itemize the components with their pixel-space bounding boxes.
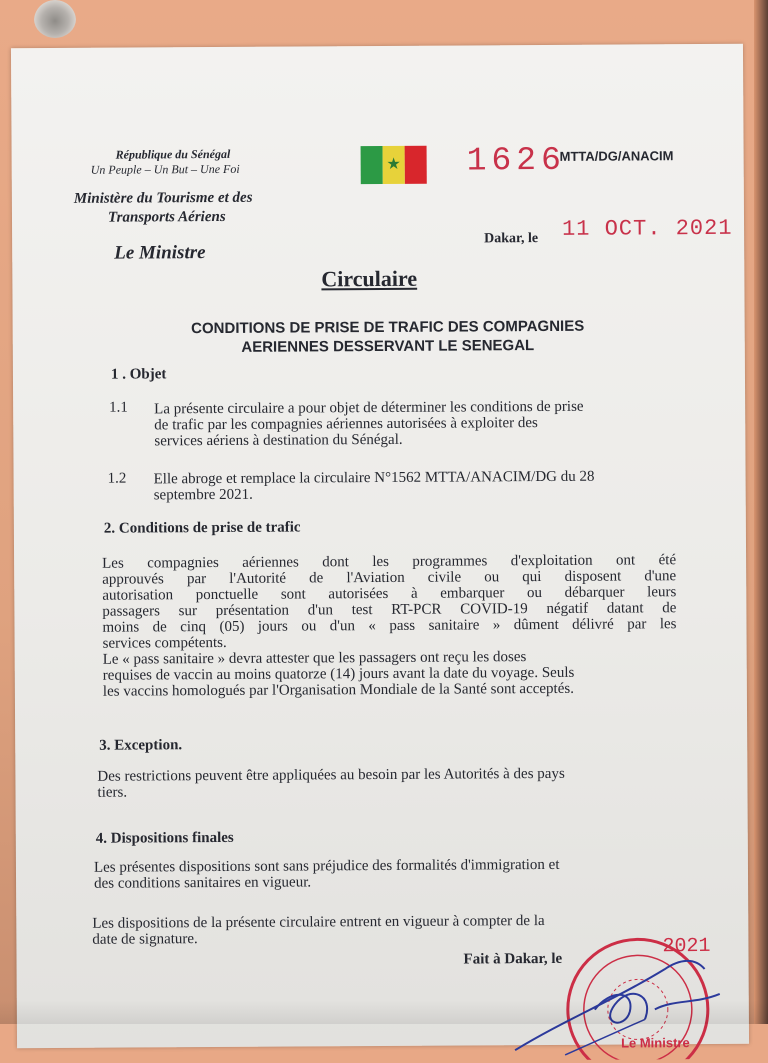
bottom-shadow <box>0 1000 768 1024</box>
date-stamp: 11 OCT. 2021 <box>561 215 733 242</box>
text-line: date de signature. <box>92 931 198 948</box>
text-line: Le « pass sanitaire » devra attester que les passagers ont reçu les doses <box>102 649 527 668</box>
text-line: Les présentes dispositions sont sans préjudice des formalités d'immigration et <box>93 856 560 876</box>
place-label: Dakar, le <box>484 231 539 247</box>
text-line: passagers sur présentation d'un test RT-PCR COVID-19 négatif datant de <box>102 600 677 620</box>
subtitle-line-1: CONDITIONS DE PRISE DE TRAFIC DES COMPAGNIES <box>191 317 585 338</box>
ministry-name <box>74 188 314 227</box>
section-conditions-text <box>102 552 677 700</box>
item-1-2-text <box>154 468 674 503</box>
section-exception-heading: 3. Exception. <box>99 737 183 754</box>
section-dispositions-para-1 <box>94 856 704 892</box>
document-sheet <box>11 44 749 1051</box>
document-subtitle <box>133 316 643 357</box>
text-line: moins de cinq (05) jours ou d'un « pass sanitaire » dûment délivré par les <box>102 616 677 636</box>
motto-label: Un Peuple – Un But – Une Foi <box>90 161 240 177</box>
ministry-line-1: Ministère du Tourisme et des <box>73 189 253 207</box>
signature-date-stamp: 2021 <box>662 934 711 959</box>
republic-label: République du Sénégal <box>115 146 231 162</box>
punch-hole <box>34 0 76 38</box>
text-line: Les compagnies aériennes dont les programmes d'exploitation ont été <box>102 552 677 572</box>
text-line: tiers. <box>97 784 128 801</box>
section-exception-text <box>97 765 697 801</box>
item-number: 1.1 <box>109 399 128 416</box>
ministry-line-2: Transports Aériens <box>107 208 226 226</box>
signature-stroke <box>565 1019 645 1054</box>
minister-title: Le Ministre <box>114 242 206 264</box>
subtitle-line-2: AERIENNES DESSERVANT LE SENEGAL <box>241 337 535 356</box>
section-objet-heading: 1 . Objet <box>110 366 167 383</box>
document-title: Circulaire <box>321 265 418 292</box>
item-1-1-text <box>154 398 666 449</box>
item-number: 1.2 <box>107 470 127 487</box>
text-line: La présente circulaire a pour objet de déterminer les conditions de prise <box>154 398 584 418</box>
senegal-flag-icon <box>361 146 427 184</box>
text-line: services compétents. <box>102 634 227 652</box>
text-line: autorisation ponctuelle sont autorisées à embarquer ou débarquer leurs <box>102 584 677 604</box>
flag-yellow-band <box>383 146 405 184</box>
section-conditions-heading: 2. Conditions de prise de trafic <box>103 519 301 537</box>
section-dispositions-heading: 4. Dispositions finales <box>95 829 234 847</box>
reference-suffix: MTTA/DG/ANACIM <box>559 148 674 164</box>
text-line: septembre 2021. <box>153 486 253 504</box>
flag-red-band <box>405 146 427 184</box>
text-line: des conditions sanitaires en vigueur. <box>94 874 312 892</box>
text-line: les vaccins homologués par l'Organisation Mondiale de la Santé sont acceptés. <box>102 680 574 700</box>
page-edge-shadow <box>754 0 768 1024</box>
text-line: Elle abroge et remplace la circulaire N°1562 MTTA/ANACIM/DG du 28 <box>153 468 595 488</box>
text-line: Les dispositions de la présente circulaire entrent en vigueur à compter de la <box>92 913 545 932</box>
signature-place: Fait à Dakar, le <box>463 950 563 968</box>
seal-label: Le Ministre <box>620 1035 690 1051</box>
text-line: Des restrictions peuvent être appliquées au besoin par les Autorités à des pays <box>97 765 565 785</box>
text-line: requises de vaccin au moins quatorze (14) jours avant la date du voyage. Seuls <box>102 664 575 684</box>
text-line: de trafic par les compagnies aériennes autorisées à exploiter des <box>154 415 538 434</box>
flag-green-band <box>361 146 383 184</box>
text-line: services aériens à destination du Sénégal. <box>154 431 403 450</box>
text-line: approuvés par l'Autorité de l'Aviation civile ou qui disposent d'une <box>102 568 677 588</box>
flag-star-icon: ★ <box>386 153 401 173</box>
reference-number-stamp: 1626 <box>466 141 566 180</box>
